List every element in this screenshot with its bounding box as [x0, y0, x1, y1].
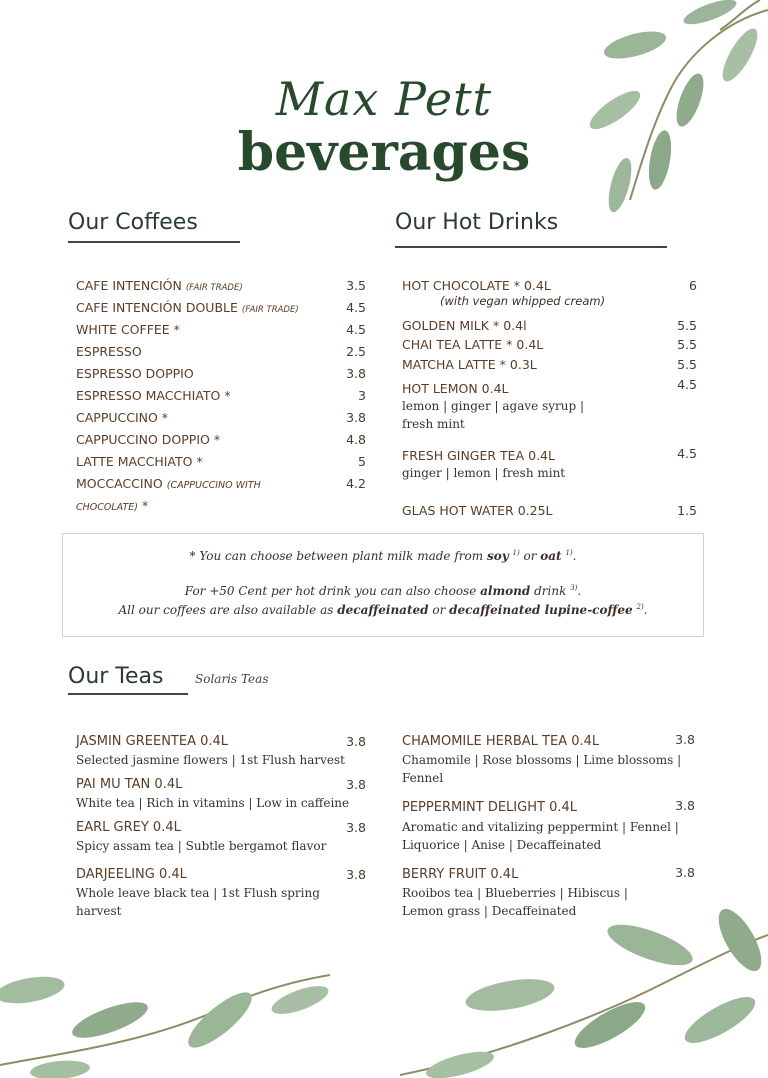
- teas-brand-label: Solaris Teas: [195, 672, 269, 686]
- teas-title-rule: [68, 693, 188, 695]
- coffees-list: CAFE INTENCIÓN (FAIR TRADE) 3.5 CAFE INTENCIÓN DOUBLE (FAIR TRADE) 4.5 WHITE COFFEE * 4.5 ESPRESSO 2.5 ESPRESSO DOPPIO 3.8 ESPRESSO MACCHIATO * 3 CAPPUCCINO * 3.8 CAPPUCCINO DOPPIO * 4.8 LATTE MACCHIATO * 5 MOCCACCINO (CAPPUCCINO WITH 4.2 CHOCOLATE) *: [76, 278, 366, 513]
- hot-drinks-title-rule: [395, 246, 667, 248]
- item-description: fresh mint: [402, 417, 465, 431]
- leaf-branch-bottom-left-illustration: [0, 960, 330, 1078]
- leaf-branch-bottom-right-illustration: [400, 905, 768, 1078]
- item-description: Chamomile | Rose blossoms | Lime blossoms |: [402, 753, 682, 767]
- item-description: Selected jasmine flowers | 1st Flush harvest: [76, 753, 345, 767]
- item-description: Whole leave black tea | 1st Flush spring: [76, 886, 320, 900]
- note-line-2: For +50 Cent per hot drink you can also choose almond drink $^{3)}$.: [184, 584, 582, 598]
- hot-drinks-section-title: Our Hot Drinks: [395, 210, 559, 235]
- teas-right-list: CHAMOMILE HERBAL TEA 0.4L 3.8 Chamomile | Rose blossoms | Lime blossoms | Fennel PEPPERMINT DELIGHT 0.4L 3.8 Aromatic and vitalizing peppermint | Fennel | Liquorice | Anise | Decaffeinated BERRY FRUIT 0.4L 3.8 Rooibos tea | Blueberries | Hibiscus | Lemon grass | Decaffeinated: [402, 732, 695, 918]
- item-description: ginger | lemon | fresh mint: [402, 466, 566, 480]
- item-description: lemon | ginger | agave syrup |: [402, 399, 585, 413]
- item-description: Lemon grass | Decaffeinated: [402, 904, 577, 918]
- coffees-title-rule: [68, 241, 240, 243]
- item-description: White tea | Rich in vitamins | Low in caffeine: [76, 796, 350, 810]
- item-description: (with vegan whipped cream): [440, 294, 606, 308]
- item-description: Liquorice | Anise | Decaffeinated: [402, 838, 602, 852]
- milk-options-note-box: [62, 533, 704, 637]
- brand-script-title: Max Pett: [275, 72, 493, 126]
- item-description: Fennel: [402, 771, 444, 785]
- note-line-1: * You can choose between plant milk made from soy $^{1)}$ or oat $^{1)}$.: [189, 549, 577, 563]
- teas-left-list: JASMIN GREENTEA 0.4L 3.8 Selected jasmine flowers | 1st Flush harvest PAI MU TAN 0.4L 3.8 White tea | Rich in vitamins | Low in caffeine EARL GREY 0.4L 3.8 Spicy assam tea | Subtle bergamot flavor DARJEELING 0.4L 3.8 Whole leave black tea | 1st Flush spring harvest: [76, 734, 366, 918]
- teas-section-title: Our Teas: [68, 664, 164, 689]
- coffees-section-title: Our Coffees: [68, 210, 198, 235]
- item-description: Rooibos tea | Blueberries | Hibiscus |: [402, 886, 628, 900]
- item-description: Spicy assam tea | Subtle bergamot flavor: [76, 839, 327, 853]
- hot-drinks-list: HOT CHOCOLATE * 0.4L 6 (with vegan whipped cream) GOLDEN MILK * 0.4l 5.5 CHAI TEA LATTE * 0.4L 5.5 MATCHA LATTE * 0.3L 5.5 HOT LEMON 0.4L 4.5 lemon | ginger | agave syrup | fresh mint FRESH GINGER TEA 0.4L 4.5 ginger | lemon | fresh mint GLAS HOT WATER 0.25L 1.5: [402, 278, 697, 518]
- note-line-3: All our coffees are also available as decaffeinated or decaffeinated lupine-coffee $^{2)}$.: [118, 603, 648, 617]
- item-description: Aromatic and vitalizing peppermint | Fennel |: [402, 820, 679, 834]
- page-title: beverages: [237, 122, 531, 183]
- item-description: harvest: [76, 904, 122, 918]
